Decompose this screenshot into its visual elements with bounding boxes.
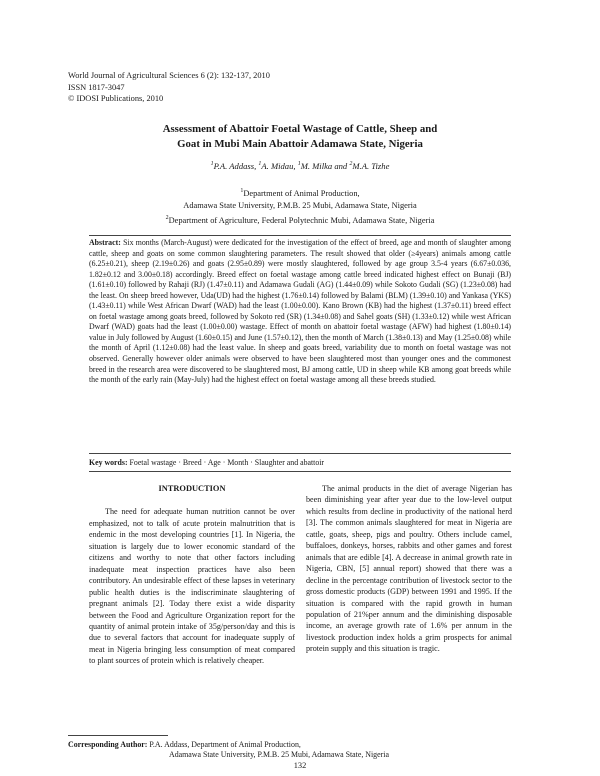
page-number: 132 [293,761,307,770]
affiliation-1-line-2: Adamawa State University, P.M.B. 25 Mubi, Adamawa State, Nigeria [183,201,417,210]
left-column [89,483,295,667]
corresponding-author-line-2: Adamawa State University, P.M.B. 25 Mubi, Adamawa State, Nigeria [169,750,389,759]
keywords-rule [89,471,511,472]
abstract-label: Abstract: [89,238,121,247]
abstract [89,238,511,386]
footnote-rule [68,735,168,736]
title-line-2: Goat in Mubi Main Abattoir Adamawa State, Nigeria [177,137,423,150]
affiliation-2: $^2$Department of Agriculture, Federal Polytechnic Mubi, Adamawa State, Nigeria [165,215,435,225]
journal-copyright: © IDOSI Publications, 2010 [68,94,164,103]
journal-citation: World Journal of Agricultural Sciences 6 (2): 132-137, 2010 [68,71,270,80]
keywords [89,458,511,467]
affiliation-1-line-1: $^1$Department of Animal Production, [240,188,360,198]
corresponding-author-label: Corresponding Author: [68,740,148,749]
intro-paragraph-1: The need for adequate human nutrition cannot be over emphasized, not to talk of acute protein malnutrition that is endemic in the most developing countries [1]. In Nigeria, the situation is largely due to lower economic standard of the citizens and worthy to note that other factors including inadequate meat inspection practices have also been contributory. An undesirable effect of these lapses in veterinary public health duties is the indiscriminate slaughtering of pregnant animals [2]. Today there exist a wide disparity between the Food and Agriculture Organization report for the quantity of animal protein intake of 35g/person/day and this is due to several factors that account for inadequate supply of meat in Nigeria bringing less consumption of meat compared to plant sources of protein which is relatively cheaper. [89,507,295,666]
journal-issn: ISSN 1817-3047 [68,82,125,92]
abstract-text: Six months (March-August) were dedicated for the investigation of the effect of breed, age and month of slaughter among cattle, sheep and goats on some common slaughtering parameters. The result showed that older (≥4years) animals among cattle (6.25±0.21), sheep (2.19±0.26) and goats (2.95±0.89) were mostly slaughtered, followed by age group 3.5-4 years (6.67±0.036, 1.82±0.12 and 3.00±0.18) accordingly. Breed effect on foetal wastage among cattle breed indicated highest effect on Bunaji (BJ) (1.61±0.10) followed by Rahaji (RJ) (1.47±0.11) and Adamawa Gudali (AG) (1.44±0.09) while Sokoto Gudali (SG) (1.23±0.08) had the least. On sheep breed however, Uda(UD) had the highest (1.76±0.14) followed by Balami (BLM) (1.39±0.10) and Yankasa (YKS) (1.43±0.11) while West African Dwarf (WAD) had the least (1.00±0.00). Kano Brown (KB) had the highest (1.37±0.11) breed effect on foetal wastage among goats breed, followed by Sokoto red (SR) (1.34±0.08) and Sahel goats (SH) (1.33±0.12) while west African Dwarf (WAD) goats had the least (1.00±0.00) wastage. Effect of month on abattoir foetal wastage (AFW) had highest (1.80±0.14) value in July followed by August (1.60±0.15) and June (1.57±0.12), then the month of March (1.38±0.13) and May (1.25±0.08) while the month of April (1.12±0.08) had the least value. In sheep and goats breed, variability due to month on foetal wastage was not observed. Generally however older animals were observed to have been slaughtered most than younger ones and the commonest breed in the research area were discovered to be slaughtered most, BJ among cattle, UD in sheep while KB among goat breeds while the month of the early rain (May-July) had the highest effect on foetal wastage among all these breeds studied. [89,238,511,385]
title-line-1: Assessment of Abattoir Foetal Wastage of Cattle, Sheep and [162,123,438,135]
author-list: $^1$P.A. Addass, $^1$A. Midau, $^1$M. Milka and $^2$M.A. Tizhe [210,161,390,171]
affiliations [60,185,540,227]
corresponding-author [68,740,389,760]
paper-title [60,122,540,151]
journal-info [68,70,270,105]
abstract-bottom-rule [89,453,511,454]
intro-paragraph-2: The animal products in the diet of average Nigerian has been diminishing year after year due to the low-level output which results from decline in productivity of the national herd [3]. The common animals slaughtered for meat in Nigeria are cattle, goats, sheep, pigs and poultry. Others include camel, buffaloes, donkeys, horses, rabbits and other games and forest animals that are edible [4]. A decrease in animal growth rate in Nigeria, CBN, [5] annual report) showed that there was a decline in the percentage contribution of livestock sector to the gross domestic products (GDP) between 1991 and 1995. If the situation is compared with the rapid growth in human population of 21%per annum and the diminishing disposable income, an average growth rate of 1.6% per annum in the livestock production index holds a grim prospects for animal protein supply and this situation is tragic. [306,484,512,654]
section-heading-introduction: INTRODUCTION [158,484,226,493]
keywords-label: Key words: [89,458,128,467]
corresponding-author-line-1: P.A. Addass, Department of Animal Production, [149,740,301,749]
abstract-top-rule [89,235,511,236]
keywords-text: Foetal wastage · Breed · Age · Month · Slaughter and abattoir [129,458,325,467]
right-column [306,483,512,655]
